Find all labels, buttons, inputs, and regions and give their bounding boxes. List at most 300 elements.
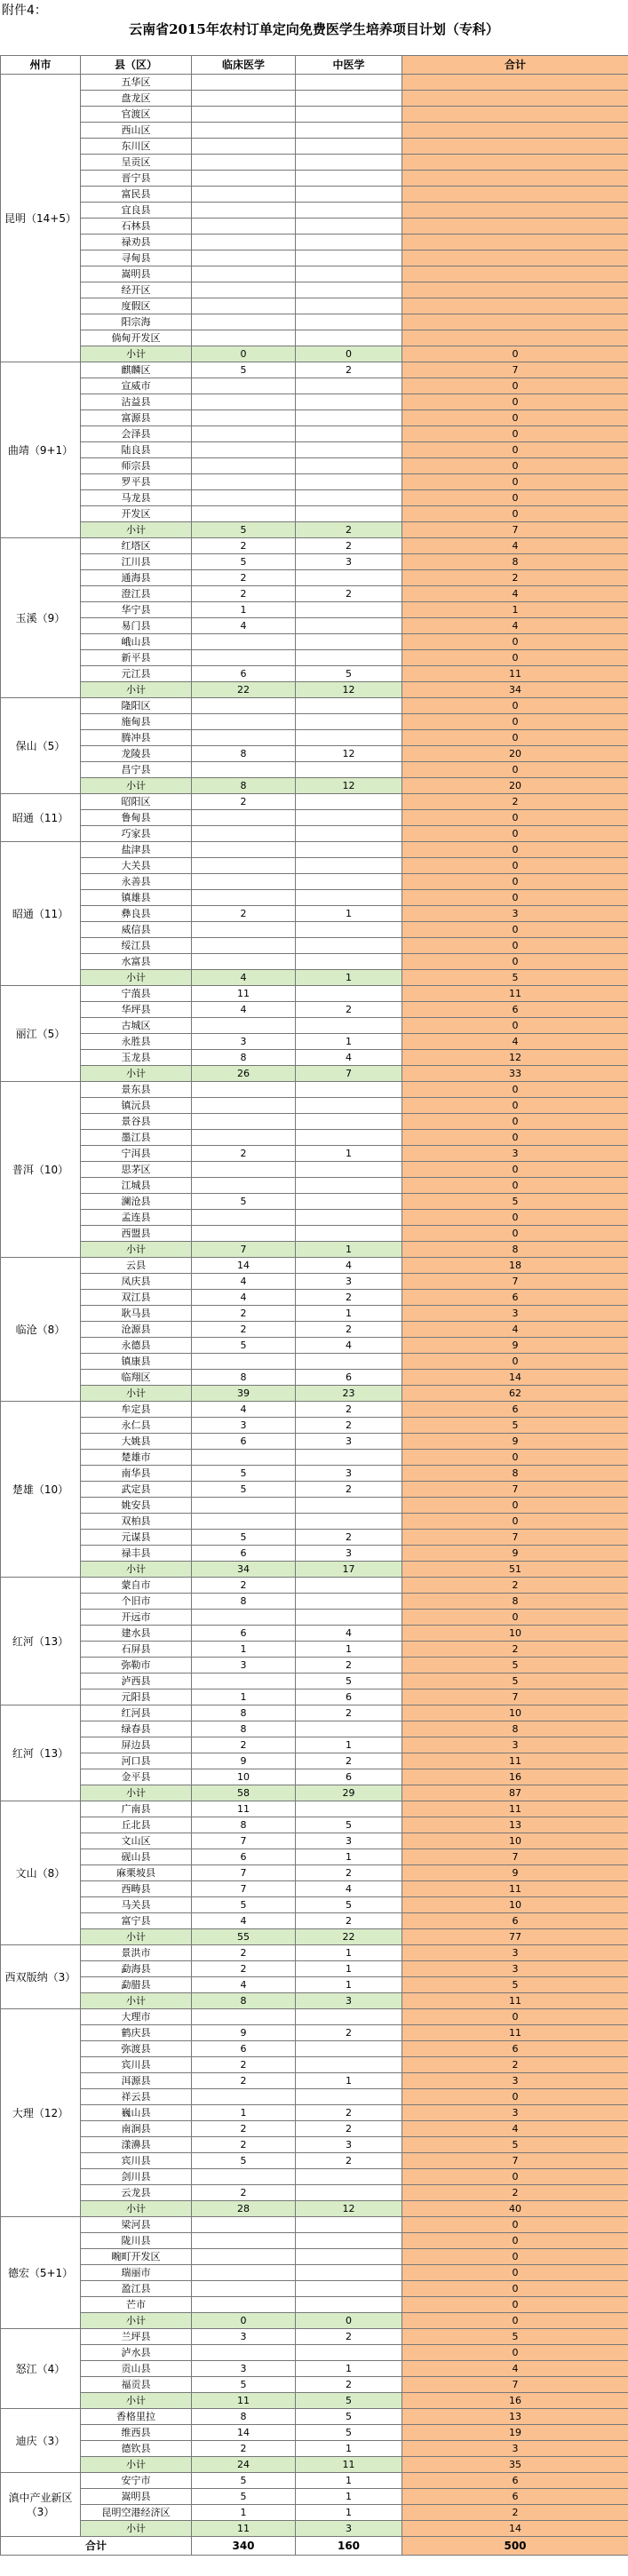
tcm-cell — [296, 314, 402, 330]
prefecture-cell: 楚雄（10） — [1, 1402, 81, 1578]
total-subtotal: 62 — [402, 1386, 628, 1402]
table-row — [1, 2489, 628, 2505]
table-row — [1, 235, 628, 250]
county-cell: 巧家县 — [81, 826, 192, 842]
table-row — [1, 2281, 628, 2297]
prefecture-cell: 迪庆（3） — [1, 2409, 81, 2473]
tcm-cell: 5 — [296, 1674, 402, 1690]
table-row — [1, 2089, 628, 2105]
county-cell: 绿春县 — [81, 1721, 192, 1737]
total-subtotal: 35 — [402, 2457, 628, 2473]
clinical-subtotal: 22 — [192, 682, 296, 698]
total-cell: 3 — [402, 1306, 628, 1322]
county-cell: 个旧市 — [81, 1594, 192, 1610]
county-cell: 昌宁县 — [81, 762, 192, 778]
total-cell: 6 — [402, 1002, 628, 1018]
clinical-cell — [192, 2089, 296, 2105]
tcm-cell: 6 — [296, 1370, 402, 1386]
clinical-cell — [192, 155, 296, 171]
total-cell: 3 — [402, 2441, 628, 2457]
subtotal-label: 小计 — [81, 1785, 192, 1801]
total-cell: 8 — [402, 554, 628, 570]
clinical-cell — [192, 938, 296, 954]
county-cell: 永胜县 — [81, 1034, 192, 1050]
total-cell: 0 — [402, 698, 628, 714]
county-cell: 南涧县 — [81, 2121, 192, 2137]
total-cell: 10 — [402, 1705, 628, 1721]
clinical-cell — [192, 634, 296, 650]
total-cell: 0 — [402, 714, 628, 730]
total-cell — [402, 235, 628, 250]
tcm-cell: 2 — [296, 1865, 402, 1881]
table-row — [1, 1114, 628, 1130]
table-row — [1, 187, 628, 203]
total-cell: 0 — [402, 426, 628, 442]
table-row — [1, 1034, 628, 1050]
total-cell — [402, 282, 628, 298]
clinical-cell — [192, 1514, 296, 1530]
tcm-cell — [296, 458, 402, 474]
tcm-cell — [296, 426, 402, 442]
table-row — [1, 1146, 628, 1162]
table-row — [1, 1690, 628, 1705]
tcm-cell — [296, 1098, 402, 1114]
county-cell: 宾川县 — [81, 2057, 192, 2073]
tcm-cell: 2 — [296, 2025, 402, 2041]
county-cell: 云龙县 — [81, 2185, 192, 2201]
total-cell: 3 — [402, 1961, 628, 1977]
clinical-cell: 4 — [192, 1402, 296, 1418]
tcm-subtotal: 3 — [296, 2521, 402, 2537]
county-cell: 西畴县 — [81, 1881, 192, 1897]
total-cell: 10 — [402, 1626, 628, 1642]
prefecture-cell: 曲靖（9+1） — [1, 362, 81, 538]
table-row — [1, 1801, 628, 1817]
tcm-cell — [296, 394, 402, 410]
total-cell — [402, 155, 628, 171]
total-subtotal: 20 — [402, 778, 628, 794]
total-cell: 0 — [402, 954, 628, 970]
table-row — [1, 1658, 628, 1674]
tcm-cell: 1 — [296, 1642, 402, 1658]
county-cell: 景谷县 — [81, 1114, 192, 1130]
clinical-cell: 14 — [192, 1258, 296, 1274]
subtotal-row — [1, 2201, 628, 2217]
tcm-cell — [296, 1594, 402, 1610]
total-cell: 13 — [402, 1817, 628, 1833]
table-row — [1, 123, 628, 139]
county-cell: 元阳县 — [81, 1690, 192, 1705]
table-row — [1, 2473, 628, 2489]
tcm-cell — [296, 123, 402, 139]
header-prefecture: 州市 — [1, 56, 81, 75]
clinical-cell — [192, 2345, 296, 2361]
clinical-cell: 2 — [192, 570, 296, 586]
tcm-cell — [296, 506, 402, 522]
tcm-cell: 5 — [296, 2409, 402, 2425]
total-cell: 20 — [402, 746, 628, 762]
prefecture-cell: 红河（13） — [1, 1578, 81, 1705]
total-cell: 11 — [402, 666, 628, 682]
clinical-cell: 5 — [192, 2377, 296, 2393]
clinical-cell — [192, 378, 296, 394]
subtotal-label: 小计 — [81, 778, 192, 794]
county-cell: 双柏县 — [81, 1514, 192, 1530]
tcm-cell: 1 — [296, 1961, 402, 1977]
county-cell: 师宗县 — [81, 458, 192, 474]
clinical-cell: 4 — [192, 1290, 296, 1306]
tcm-cell: 2 — [296, 2121, 402, 2137]
clinical-cell — [192, 1354, 296, 1370]
clinical-cell: 1 — [192, 1690, 296, 1705]
county-cell: 阳宗海 — [81, 314, 192, 330]
clinical-cell: 8 — [192, 1050, 296, 1066]
total-cell: 3 — [402, 1737, 628, 1753]
total-cell: 7 — [402, 1849, 628, 1865]
total-cell: 0 — [402, 1018, 628, 1034]
table-row — [1, 1178, 628, 1194]
tcm-subtotal: 7 — [296, 1066, 402, 1082]
clinical-cell: 2 — [192, 2073, 296, 2089]
total-cell: 0 — [402, 410, 628, 426]
table-row — [1, 922, 628, 938]
county-cell: 畹町开发区 — [81, 2249, 192, 2265]
county-cell: 沾益县 — [81, 394, 192, 410]
total-cell — [402, 203, 628, 219]
total-cell: 0 — [402, 1354, 628, 1370]
county-cell: 沧源县 — [81, 1322, 192, 1338]
prefecture-cell: 丽江（5） — [1, 986, 81, 1082]
total-cell: 2 — [402, 1578, 628, 1594]
tcm-cell — [296, 219, 402, 235]
county-cell: 易门县 — [81, 618, 192, 634]
table-row — [1, 1402, 628, 1418]
subtotal-row — [1, 2457, 628, 2473]
clinical-cell: 5 — [192, 1530, 296, 1546]
clinical-cell: 5 — [192, 1897, 296, 1913]
clinical-cell: 11 — [192, 1801, 296, 1817]
subtotal-label: 小计 — [81, 346, 192, 362]
county-cell: 昆明空港经济区 — [81, 2505, 192, 2521]
clinical-cell — [192, 826, 296, 842]
clinical-subtotal: 58 — [192, 1785, 296, 1801]
tcm-cell — [296, 714, 402, 730]
total-cell: 13 — [402, 2409, 628, 2425]
clinical-cell — [192, 506, 296, 522]
grand-total: 500 — [402, 2537, 628, 2556]
clinical-subtotal: 0 — [192, 346, 296, 362]
clinical-cell: 3 — [192, 2361, 296, 2377]
clinical-cell — [192, 426, 296, 442]
tcm-cell — [296, 2249, 402, 2265]
table-row — [1, 1130, 628, 1146]
clinical-cell — [192, 219, 296, 235]
subtotal-row — [1, 1785, 628, 1801]
county-cell: 华宁县 — [81, 602, 192, 618]
tcm-cell — [296, 1194, 402, 1210]
table-row — [1, 1338, 628, 1354]
tcm-cell — [296, 282, 402, 298]
table-row — [1, 1578, 628, 1594]
tcm-cell — [296, 442, 402, 458]
prefecture-cell: 昭通（11） — [1, 794, 81, 842]
subtotal-label: 小计 — [81, 2521, 192, 2537]
tcm-cell — [296, 235, 402, 250]
table-row — [1, 1594, 628, 1610]
clinical-cell — [192, 954, 296, 970]
county-cell: 呈贡区 — [81, 155, 192, 171]
table-row — [1, 1290, 628, 1306]
total-cell: 0 — [402, 1130, 628, 1146]
clinical-cell — [192, 458, 296, 474]
table-row — [1, 2009, 628, 2025]
county-cell: 蒙自市 — [81, 1578, 192, 1594]
table-row — [1, 1913, 628, 1929]
county-cell: 嵩明县 — [81, 266, 192, 282]
clinical-cell — [192, 203, 296, 219]
tcm-cell — [296, 1082, 402, 1098]
county-cell: 寻甸县 — [81, 250, 192, 266]
total-subtotal: 87 — [402, 1785, 628, 1801]
total-cell: 0 — [402, 730, 628, 746]
county-cell: 香格里拉 — [81, 2409, 192, 2425]
total-cell: 0 — [402, 938, 628, 954]
county-cell: 宁洱县 — [81, 1146, 192, 1162]
clinical-cell: 2 — [192, 1306, 296, 1322]
county-cell: 宣威市 — [81, 378, 192, 394]
total-cell: 0 — [402, 874, 628, 890]
county-cell: 盐津县 — [81, 842, 192, 858]
county-cell: 瑞丽市 — [81, 2265, 192, 2281]
clinical-cell: 8 — [192, 1721, 296, 1737]
tcm-subtotal: 22 — [296, 1929, 402, 1945]
table-row — [1, 986, 628, 1002]
tcm-cell — [296, 410, 402, 426]
total-cell: 3 — [402, 1945, 628, 1961]
table-row — [1, 139, 628, 155]
table-row — [1, 506, 628, 522]
county-cell: 芒市 — [81, 2297, 192, 2313]
tcm-cell — [296, 171, 402, 187]
clinical-cell: 6 — [192, 1434, 296, 1450]
total-cell: 6 — [402, 1913, 628, 1929]
total-subtotal: 77 — [402, 1929, 628, 1945]
total-cell: 7 — [402, 2377, 628, 2393]
table-row — [1, 1897, 628, 1913]
county-cell: 罗平县 — [81, 474, 192, 490]
total-cell: 0 — [402, 650, 628, 666]
table-row — [1, 1002, 628, 1018]
county-cell: 勐腊县 — [81, 1977, 192, 1993]
tcm-cell: 3 — [296, 1274, 402, 1290]
total-cell: 0 — [402, 2297, 628, 2313]
tcm-cell — [296, 2297, 402, 2313]
clinical-cell: 5 — [192, 2489, 296, 2505]
total-cell: 4 — [402, 1034, 628, 1050]
total-cell: 5 — [402, 1418, 628, 1434]
clinical-cell: 3 — [192, 2329, 296, 2345]
county-cell: 景洪市 — [81, 1945, 192, 1961]
tcm-cell — [296, 890, 402, 906]
subtotal-row — [1, 1562, 628, 1578]
total-cell — [402, 91, 628, 107]
county-cell: 德钦县 — [81, 2441, 192, 2457]
clinical-cell: 6 — [192, 2041, 296, 2057]
clinical-subtotal: 8 — [192, 778, 296, 794]
table-row — [1, 2249, 628, 2265]
county-cell: 红塔区 — [81, 538, 192, 554]
tcm-cell: 3 — [296, 1546, 402, 1562]
clinical-cell: 3 — [192, 1658, 296, 1674]
subtotal-row — [1, 522, 628, 538]
total-cell — [402, 107, 628, 123]
grand-clinical: 340 — [192, 2537, 296, 2556]
tcm-cell — [296, 1450, 402, 1466]
clinical-cell: 5 — [192, 554, 296, 570]
clinical-cell: 8 — [192, 2409, 296, 2425]
county-cell: 禄劝县 — [81, 235, 192, 250]
county-cell: 安宁市 — [81, 2473, 192, 2489]
clinical-cell — [192, 410, 296, 426]
county-cell: 陇川县 — [81, 2233, 192, 2249]
total-cell: 2 — [402, 2185, 628, 2201]
tcm-cell: 1 — [296, 1306, 402, 1322]
table-row — [1, 1849, 628, 1865]
table-row — [1, 219, 628, 235]
county-cell: 永仁县 — [81, 1418, 192, 1434]
clinical-cell — [192, 123, 296, 139]
subtotal-row — [1, 778, 628, 794]
total-cell: 12 — [402, 1050, 628, 1066]
attachment-note: 附件4： — [2, 4, 47, 18]
tcm-cell: 2 — [296, 1530, 402, 1546]
tcm-cell: 5 — [296, 2425, 402, 2441]
total-cell: 5 — [402, 1658, 628, 1674]
table-row — [1, 938, 628, 954]
county-cell: 镇沅县 — [81, 1098, 192, 1114]
county-cell: 泸西县 — [81, 1674, 192, 1690]
clinical-cell — [192, 1098, 296, 1114]
table-row — [1, 458, 628, 474]
county-cell: 麻栗坡县 — [81, 1865, 192, 1881]
total-subtotal: 0 — [402, 2313, 628, 2329]
table-row — [1, 1977, 628, 1993]
tcm-cell: 2 — [296, 2153, 402, 2169]
county-cell: 孟连县 — [81, 1210, 192, 1226]
tcm-cell: 2 — [296, 362, 402, 378]
county-cell: 官渡区 — [81, 107, 192, 123]
clinical-cell — [192, 1162, 296, 1178]
subtotal-label: 小计 — [81, 2457, 192, 2473]
total-cell: 0 — [402, 458, 628, 474]
table-row — [1, 1434, 628, 1450]
county-cell: 倘甸开发区 — [81, 330, 192, 346]
clinical-cell — [192, 1178, 296, 1194]
grand-total-row — [1, 2537, 628, 2556]
header-total: 合计 — [402, 56, 628, 75]
table-row — [1, 298, 628, 314]
clinical-cell — [192, 1210, 296, 1226]
total-subtotal: 0 — [402, 346, 628, 362]
tcm-cell — [296, 1498, 402, 1514]
total-subtotal: 8 — [402, 1242, 628, 1258]
total-cell: 0 — [402, 810, 628, 826]
county-cell: 洱源县 — [81, 2073, 192, 2089]
total-cell: 8 — [402, 1466, 628, 1482]
table-row — [1, 2233, 628, 2249]
tcm-cell — [296, 75, 402, 91]
total-cell — [402, 314, 628, 330]
county-cell: 屏边县 — [81, 1737, 192, 1753]
table-row — [1, 490, 628, 506]
tcm-cell: 2 — [296, 1658, 402, 1674]
total-cell: 5 — [402, 1674, 628, 1690]
clinical-cell: 1 — [192, 602, 296, 618]
clinical-cell — [192, 922, 296, 938]
county-cell: 宁蒗县 — [81, 986, 192, 1002]
subtotal-label: 小计 — [81, 1242, 192, 1258]
total-cell: 4 — [402, 538, 628, 554]
clinical-cell: 11 — [192, 986, 296, 1002]
tcm-cell: 3 — [296, 1466, 402, 1482]
total-cell: 0 — [402, 490, 628, 506]
table-row — [1, 2185, 628, 2201]
tcm-cell — [296, 842, 402, 858]
table-row — [1, 2073, 628, 2089]
total-subtotal: 11 — [402, 1993, 628, 2009]
table-row — [1, 1961, 628, 1977]
clinical-cell: 9 — [192, 2025, 296, 2041]
tcm-cell — [296, 954, 402, 970]
tcm-cell — [296, 762, 402, 778]
total-cell: 11 — [402, 1881, 628, 1897]
total-cell — [402, 298, 628, 314]
clinical-cell: 5 — [192, 362, 296, 378]
total-cell: 0 — [402, 858, 628, 874]
tcm-cell — [296, 1114, 402, 1130]
total-cell: 4 — [402, 586, 628, 602]
total-cell: 0 — [402, 506, 628, 522]
subtotal-label: 小计 — [81, 1929, 192, 1945]
plan-table — [0, 55, 628, 2556]
subtotal-row — [1, 1929, 628, 1945]
total-subtotal: 5 — [402, 970, 628, 986]
tcm-cell — [296, 2169, 402, 2185]
county-cell: 泸水县 — [81, 2345, 192, 2361]
table-row — [1, 1737, 628, 1753]
table-row — [1, 1354, 628, 1370]
tcm-cell — [296, 266, 402, 282]
total-cell: 4 — [402, 2361, 628, 2377]
clinical-cell: 2 — [192, 906, 296, 922]
clinical-cell: 2 — [192, 2137, 296, 2153]
table-row — [1, 746, 628, 762]
tcm-cell — [296, 1801, 402, 1817]
clinical-cell — [192, 330, 296, 346]
clinical-cell: 2 — [192, 2185, 296, 2201]
prefecture-cell: 临沧（8） — [1, 1258, 81, 1402]
table-row — [1, 171, 628, 187]
tcm-cell — [296, 187, 402, 203]
tcm-cell — [296, 1210, 402, 1226]
total-cell: 3 — [402, 2073, 628, 2089]
total-cell: 5 — [402, 2329, 628, 2345]
total-subtotal: 40 — [402, 2201, 628, 2217]
tcm-cell: 3 — [296, 1833, 402, 1849]
table-row — [1, 2057, 628, 2073]
tcm-cell — [296, 826, 402, 842]
table-row — [1, 1610, 628, 1626]
